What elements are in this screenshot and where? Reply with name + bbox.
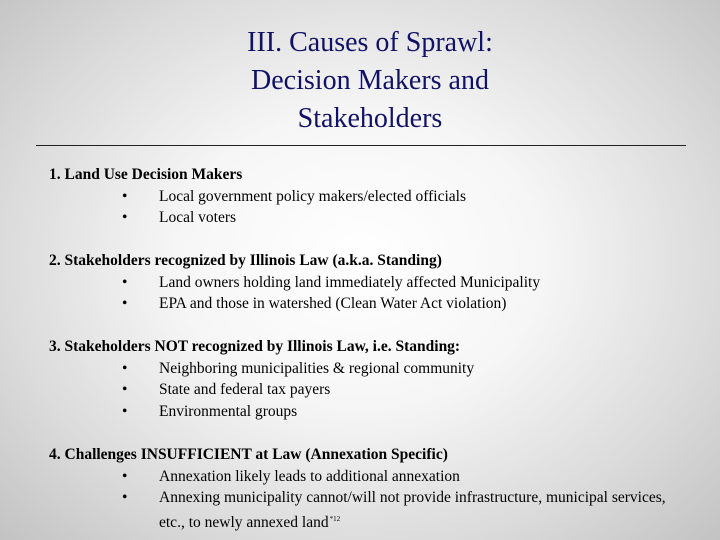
footnote-marker: *12 (329, 514, 341, 523)
list-item (49, 401, 689, 423)
section-heading: 4. Challenges INSUFFICIENT at Law (Annexation Specific) (49, 446, 448, 463)
list-item (49, 272, 689, 294)
list-item-text: Environmental groups (159, 402, 298, 420)
bullet-icon: • (122, 381, 128, 398)
list-item-text: Local voters (159, 209, 237, 226)
list-item-text (159, 487, 689, 533)
section-challenges (49, 444, 689, 533)
list-item (49, 293, 689, 315)
title-line-2: Decision Makers and (251, 65, 489, 96)
list-item-text: Local government policy makers/elected officials (159, 187, 467, 205)
list-item-text: EPA and those in watershed (Clean Water Act violation) (159, 295, 507, 312)
section-heading: 3. Stakeholders NOT recognized by Illinois Law, i.e. Standing: (49, 338, 461, 355)
list-item (49, 186, 689, 208)
bullet-icon: • (122, 187, 128, 205)
title-line-1: III. Causes of Sprawl: (247, 27, 493, 58)
list-item-text: Land owners holding land immediately affected Municipality (159, 273, 541, 291)
title-divider (36, 145, 686, 146)
bullet-icon: • (122, 489, 128, 506)
slide-title (160, 24, 580, 138)
section-unrecognized-stakeholders (49, 336, 689, 422)
bullet-icon: • (122, 209, 128, 226)
bullet-icon: • (122, 402, 128, 420)
list-item (49, 379, 689, 401)
section-recognized-stakeholders (49, 250, 689, 315)
bullet-icon: • (122, 295, 128, 312)
list-item-text: State and federal tax payers (159, 381, 331, 398)
bullet-icon: • (122, 359, 128, 377)
title-line-3: Stakeholders (297, 103, 443, 134)
list-item-text-body: Annexing municipality cannot/will not provide infrastructure, municipal services, etc., to newly annexed land (159, 489, 666, 531)
list-item (49, 358, 689, 380)
section-heading: 2. Stakeholders recognized by Illinois Law (a.k.a. Standing) (49, 252, 442, 269)
list-item-text: Neighboring municipalities & regional community (159, 359, 475, 377)
bullet-icon: • (122, 467, 128, 485)
list-item (49, 487, 689, 533)
section-decision-makers (49, 164, 689, 229)
list-item (49, 207, 689, 229)
list-item-text: Annexation likely leads to additional annexation (159, 467, 460, 485)
list-item (49, 466, 689, 488)
bullet-icon: • (122, 273, 128, 291)
section-heading: 1. Land Use Decision Makers (49, 166, 243, 183)
